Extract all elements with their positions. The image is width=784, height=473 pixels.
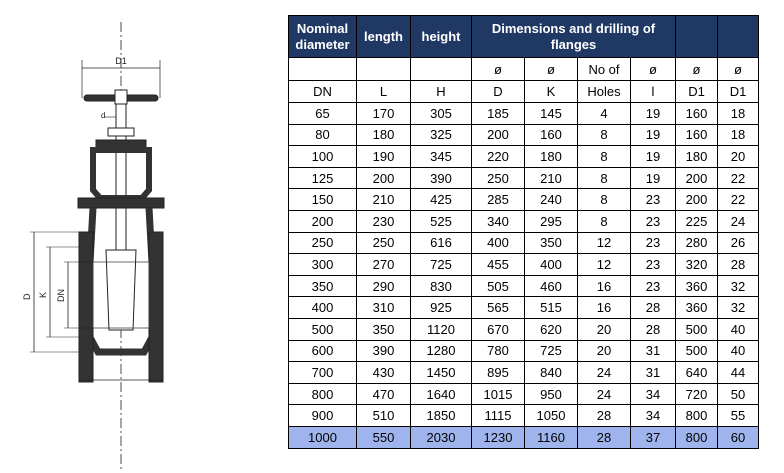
table-cell: 1115 bbox=[472, 405, 525, 427]
label-d: d bbox=[101, 111, 106, 120]
table-cell: 44 bbox=[718, 362, 759, 384]
table-cell: 18 bbox=[718, 124, 759, 146]
table-cell: 125 bbox=[289, 167, 357, 189]
table-cell: 28 bbox=[631, 297, 676, 319]
label-d1: D1 bbox=[115, 56, 127, 66]
table-cell: 190 bbox=[357, 146, 411, 168]
table-cell: 670 bbox=[472, 318, 525, 340]
header-empty-1 bbox=[676, 16, 718, 58]
table-cell: 430 bbox=[357, 362, 411, 384]
header-row bbox=[289, 16, 759, 58]
table-row bbox=[289, 275, 759, 297]
table-cell: 12 bbox=[578, 254, 631, 276]
table-cell: 925 bbox=[411, 297, 472, 319]
table-cell: 1850 bbox=[411, 405, 472, 427]
table-cell: 500 bbox=[289, 318, 357, 340]
table-cell: 80 bbox=[289, 124, 357, 146]
table-cell: K bbox=[525, 81, 578, 103]
table-row bbox=[289, 210, 759, 232]
table-cell: 185 bbox=[472, 103, 525, 125]
table-cell: DN bbox=[289, 81, 357, 103]
table-cell: 700 bbox=[289, 362, 357, 384]
table-cell: 780 bbox=[472, 340, 525, 362]
table-cell: 360 bbox=[676, 297, 718, 319]
table-cell: 895 bbox=[472, 362, 525, 384]
table-cell: 23 bbox=[631, 232, 676, 254]
table-cell: 160 bbox=[676, 124, 718, 146]
table-cell: 515 bbox=[525, 297, 578, 319]
table-cell: 510 bbox=[357, 405, 411, 427]
table-cell: No of bbox=[578, 58, 631, 81]
table-cell: 1450 bbox=[411, 362, 472, 384]
table-cell: 830 bbox=[411, 275, 472, 297]
table-cell: 145 bbox=[525, 103, 578, 125]
table-cell: 24 bbox=[578, 383, 631, 405]
table-row bbox=[289, 189, 759, 211]
table-cell: 1015 bbox=[472, 383, 525, 405]
table-cell: 19 bbox=[631, 103, 676, 125]
table-cell: 340 bbox=[472, 210, 525, 232]
table-cell: 32 bbox=[718, 297, 759, 319]
table-cell: D1 bbox=[676, 81, 718, 103]
table-cell: 800 bbox=[676, 405, 718, 427]
table-cell: 620 bbox=[525, 318, 578, 340]
table-cell: 60 bbox=[718, 426, 759, 448]
table-cell: 900 bbox=[289, 405, 357, 427]
table-cell: 19 bbox=[631, 167, 676, 189]
table-cell: 28 bbox=[631, 318, 676, 340]
table-row bbox=[289, 254, 759, 276]
table-cell: 950 bbox=[525, 383, 578, 405]
table-cell: 20 bbox=[578, 318, 631, 340]
table-cell: 500 bbox=[676, 318, 718, 340]
table-row bbox=[289, 340, 759, 362]
table-cell: 505 bbox=[472, 275, 525, 297]
table-cell: 640 bbox=[676, 362, 718, 384]
table-cell: 200 bbox=[676, 189, 718, 211]
table-cell: 725 bbox=[525, 340, 578, 362]
table-cell: 40 bbox=[718, 340, 759, 362]
table-cell: 600 bbox=[289, 340, 357, 362]
table-cell: 200 bbox=[472, 124, 525, 146]
table-cell: 28 bbox=[718, 254, 759, 276]
table-cell: ø bbox=[525, 58, 578, 81]
table-cell: ø bbox=[631, 58, 676, 81]
table-cell: 455 bbox=[472, 254, 525, 276]
label-DN: DN bbox=[56, 289, 66, 302]
table-cell: 500 bbox=[676, 340, 718, 362]
table-cell: 65 bbox=[289, 103, 357, 125]
table-cell: 22 bbox=[718, 189, 759, 211]
table-cell: 1120 bbox=[411, 318, 472, 340]
table-cell: ø bbox=[718, 58, 759, 81]
table-cell: 800 bbox=[676, 426, 718, 448]
table-cell: 55 bbox=[718, 405, 759, 427]
table-cell: 40 bbox=[718, 318, 759, 340]
table-cell: 1280 bbox=[411, 340, 472, 362]
table-cell: 616 bbox=[411, 232, 472, 254]
table-cell: 350 bbox=[289, 275, 357, 297]
table-cell: 8 bbox=[578, 146, 631, 168]
table-cell: 1640 bbox=[411, 383, 472, 405]
table-cell: 1160 bbox=[525, 426, 578, 448]
table-cell: 34 bbox=[631, 383, 676, 405]
table-row bbox=[289, 426, 759, 448]
header-flanges: Dimensions and drilling of flanges bbox=[472, 16, 676, 58]
table-cell: 26 bbox=[718, 232, 759, 254]
table-cell: 200 bbox=[289, 210, 357, 232]
table-cell: 23 bbox=[631, 275, 676, 297]
table-cell: 150 bbox=[289, 189, 357, 211]
table-cell: 160 bbox=[525, 124, 578, 146]
table-cell: 1230 bbox=[472, 426, 525, 448]
header-height: height bbox=[411, 16, 472, 58]
table-cell: 20 bbox=[718, 146, 759, 168]
table-cell: 23 bbox=[631, 189, 676, 211]
table-cell: 34 bbox=[631, 405, 676, 427]
table-cell: D1 bbox=[718, 81, 759, 103]
table-cell: 220 bbox=[472, 146, 525, 168]
table-cell: 400 bbox=[289, 297, 357, 319]
table-cell: 550 bbox=[357, 426, 411, 448]
table-cell: ø bbox=[472, 58, 525, 81]
table-cell: 250 bbox=[357, 232, 411, 254]
table-cell: 300 bbox=[289, 254, 357, 276]
table-cell: 305 bbox=[411, 103, 472, 125]
table-cell: L bbox=[357, 81, 411, 103]
table-cell: 325 bbox=[411, 124, 472, 146]
symbol-row bbox=[289, 58, 759, 81]
table-cell: 320 bbox=[676, 254, 718, 276]
table-cell: 200 bbox=[357, 167, 411, 189]
table-cell: 180 bbox=[676, 146, 718, 168]
table-cell: 840 bbox=[525, 362, 578, 384]
table-cell: 28 bbox=[578, 426, 631, 448]
table-row bbox=[289, 362, 759, 384]
table-cell: 360 bbox=[676, 275, 718, 297]
table-cell: 565 bbox=[472, 297, 525, 319]
valve-dimension-table bbox=[288, 15, 759, 449]
unit-row bbox=[289, 81, 759, 103]
table-cell: 470 bbox=[357, 383, 411, 405]
table-cell: 1050 bbox=[525, 405, 578, 427]
table-cell bbox=[289, 58, 357, 81]
table-cell: 8 bbox=[578, 210, 631, 232]
table-row bbox=[289, 405, 759, 427]
table-cell: 170 bbox=[357, 103, 411, 125]
table-cell: 18 bbox=[718, 103, 759, 125]
table-cell: 50 bbox=[718, 383, 759, 405]
table-cell: 100 bbox=[289, 146, 357, 168]
table-cell: 280 bbox=[676, 232, 718, 254]
table-cell: 31 bbox=[631, 362, 676, 384]
table-cell: 270 bbox=[357, 254, 411, 276]
table-cell: 400 bbox=[472, 232, 525, 254]
table-row bbox=[289, 146, 759, 168]
table-cell: 19 bbox=[631, 124, 676, 146]
gate-valve-drawing bbox=[0, 0, 275, 473]
table-cell: 460 bbox=[525, 275, 578, 297]
table-cell: ø bbox=[676, 58, 718, 81]
table-cell bbox=[411, 58, 472, 81]
table-cell: 20 bbox=[578, 340, 631, 362]
table-cell: 31 bbox=[631, 340, 676, 362]
table-cell: 400 bbox=[525, 254, 578, 276]
table-cell: 230 bbox=[357, 210, 411, 232]
table-cell bbox=[357, 58, 411, 81]
table-cell: 250 bbox=[289, 232, 357, 254]
table-row bbox=[289, 232, 759, 254]
table-cell: 2030 bbox=[411, 426, 472, 448]
table-cell: 290 bbox=[357, 275, 411, 297]
table-cell: 425 bbox=[411, 189, 472, 211]
table-cell: 350 bbox=[525, 232, 578, 254]
table-cell: 160 bbox=[676, 103, 718, 125]
table-row bbox=[289, 103, 759, 125]
table-cell: 23 bbox=[631, 210, 676, 232]
table-cell: 180 bbox=[357, 124, 411, 146]
table-row bbox=[289, 297, 759, 319]
table-cell: 210 bbox=[525, 167, 578, 189]
table-cell: 24 bbox=[718, 210, 759, 232]
table-cell: 19 bbox=[631, 146, 676, 168]
table-cell: 390 bbox=[411, 167, 472, 189]
table-cell: 250 bbox=[472, 167, 525, 189]
table-row bbox=[289, 167, 759, 189]
table-cell: 225 bbox=[676, 210, 718, 232]
table-cell: 22 bbox=[718, 167, 759, 189]
table-cell: 800 bbox=[289, 383, 357, 405]
table-cell: 8 bbox=[578, 124, 631, 146]
table-cell: 8 bbox=[578, 167, 631, 189]
table-cell: 16 bbox=[578, 275, 631, 297]
table-cell: l bbox=[631, 81, 676, 103]
table-cell: 525 bbox=[411, 210, 472, 232]
table-cell: 23 bbox=[631, 254, 676, 276]
table-cell: 350 bbox=[357, 318, 411, 340]
table-cell: 32 bbox=[718, 275, 759, 297]
table-cell: 28 bbox=[578, 405, 631, 427]
table-cell: 345 bbox=[411, 146, 472, 168]
table-cell: 210 bbox=[357, 189, 411, 211]
table-cell: 390 bbox=[357, 340, 411, 362]
table-cell: 240 bbox=[525, 189, 578, 211]
header-empty-2 bbox=[718, 16, 759, 58]
table-cell: 24 bbox=[578, 362, 631, 384]
table-cell: 310 bbox=[357, 297, 411, 319]
table-cell: D bbox=[472, 81, 525, 103]
table-cell: 16 bbox=[578, 297, 631, 319]
table-cell: 37 bbox=[631, 426, 676, 448]
label-K: K bbox=[38, 291, 48, 298]
table-cell: 8 bbox=[578, 189, 631, 211]
table-cell: 200 bbox=[676, 167, 718, 189]
table-cell: 725 bbox=[411, 254, 472, 276]
table-cell: 295 bbox=[525, 210, 578, 232]
table-cell: H bbox=[411, 81, 472, 103]
table-cell: 1000 bbox=[289, 426, 357, 448]
table-row bbox=[289, 124, 759, 146]
table-cell: 4 bbox=[578, 103, 631, 125]
table-cell: 180 bbox=[525, 146, 578, 168]
table-cell: 720 bbox=[676, 383, 718, 405]
header-length: length bbox=[357, 16, 411, 58]
table-row bbox=[289, 318, 759, 340]
table-row bbox=[289, 383, 759, 405]
label-D: D bbox=[22, 293, 32, 300]
table-cell: 285 bbox=[472, 189, 525, 211]
table-cell: 12 bbox=[578, 232, 631, 254]
table-cell: Holes bbox=[578, 81, 631, 103]
header-nominal-diameter: Nominal diameter bbox=[289, 16, 357, 58]
